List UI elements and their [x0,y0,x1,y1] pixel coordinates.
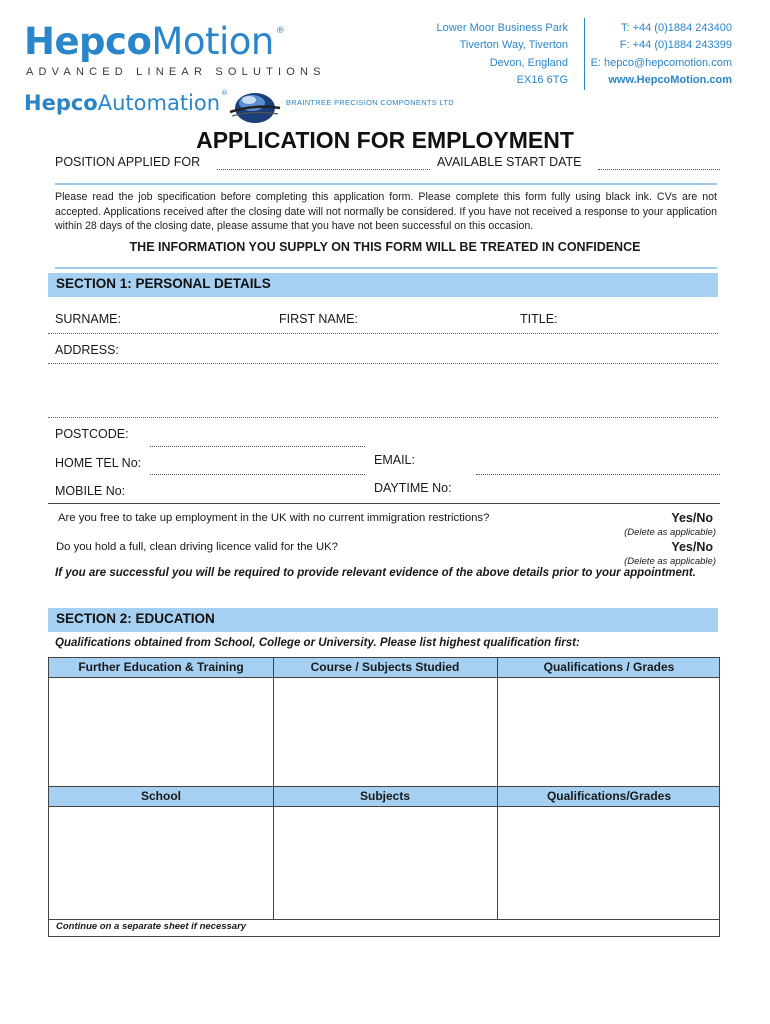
position-applied-label: POSITION APPLIED FOR [55,155,201,169]
position-applied-field[interactable] [217,169,430,170]
surname-row-rule[interactable] [48,333,718,334]
contact-phone: T: +44 (0)1884 243400 [620,22,732,34]
licence-yes-no[interactable]: Yes/No [671,540,713,554]
start-date-field[interactable] [598,169,720,170]
logo-brand-part1: Hepco [24,20,152,63]
logo-tagline: ADVANCED LINEAR SOLUTIONS [26,66,326,78]
title-rule [55,183,717,185]
email-label: EMAIL: [374,453,415,467]
email-field[interactable] [476,474,720,475]
address-line: Lower Moor Business Park [436,22,568,34]
home-tel-label: HOME TEL No: [55,456,142,470]
page-title: APPLICATION FOR EMPLOYMENT [196,127,574,153]
automation-registered-mark: ® [221,89,229,97]
col-header-school-qualifications: Qualifications/Grades [546,789,672,803]
licence-delete-note: (Delete as applicable) [624,556,716,567]
postcode-field[interactable] [150,446,365,447]
contact-email: E: hepco@hepcomotion.com [590,56,732,69]
immigration-question: Are you free to take up employment in the UK with no current immigration restrictions? [58,512,490,524]
school-body-bottom-rule [49,919,719,920]
address-line-1-rule[interactable] [48,363,718,364]
col-header-course-subjects: Course / Subjects Studied [310,660,460,674]
address-line-2-rule[interactable] [48,417,718,418]
immigration-yes-no[interactable]: Yes/No [671,511,713,525]
header-rule [49,677,719,678]
col-header-school: School [140,789,181,803]
address-label: ADDRESS: [55,343,119,357]
logo-brand-part2: Motion [151,20,274,63]
further-education-header-row [49,658,719,677]
start-date-label: AVAILABLE START DATE [437,155,582,169]
daytime-label: DAYTIME No: [374,481,452,495]
braintree-logo-text: BRAINTREE PRECISION COMPONENTS LTD [286,98,454,107]
postcode-label: POSTCODE: [55,427,129,441]
contact-fax: F: +44 (0)1884 243399 [619,39,732,52]
logo-registered-mark: ® [275,26,285,36]
address-line: Devon, England [489,56,568,69]
intro-paragraph: Please read the job specification before completing this application form. Please complete this form fully using black ink. CVs are not accepted. Applications received after the closing date will not normally be considered. If you have not received a response to your application within 28 days of the closing date, please assume that you have not been successful on this occasion. [55,191,717,232]
col-header-qualifications-grades: Qualifications / Grades [543,660,675,674]
automation-logo-part1: Hepco [24,91,98,115]
mobile-label: MOBILE No: [55,484,126,498]
company-contact [552,20,732,89]
licence-question: Do you hold a full, clean driving licence valid for the UK? [56,541,338,553]
contact-website[interactable]: www.HepcoMotion.com [608,73,732,86]
section-1-header: SECTION 1: PERSONAL DETAILS [48,273,718,297]
contact-bottom-rule [48,503,720,504]
immigration-delete-note: (Delete as applicable) [624,527,716,538]
column-divider [497,658,498,919]
column-divider [273,658,274,919]
school-header-bottom-rule [49,806,719,807]
address-line: Tiverton Way, Tiverton [459,39,568,52]
hepcoautomation-logo [24,91,228,115]
surname-label: SURNAME: [55,312,121,326]
confidence-rule [55,267,717,269]
hepcomotion-logo [24,20,284,63]
education-table [48,657,720,937]
home-tel-field[interactable] [150,474,365,475]
automation-logo-part2: Automation [97,91,221,115]
school-header-row [49,787,719,806]
confidence-notice: THE INFORMATION YOU SUPPLY ON THIS FORM WILL BE TREATED IN CONFIDENCE [129,240,641,254]
qualifications-note: Qualifications obtained from School, College or University. Please list highest qualification first: [55,637,580,649]
braintree-globe-logo-icon [226,86,284,126]
first-name-label: FIRST NAME: [279,312,358,326]
company-address [388,20,568,89]
section-2-header: SECTION 2: EDUCATION [48,608,718,632]
continue-note: Continue on a separate sheet if necessary [56,921,247,932]
title-label: TITLE: [520,312,558,326]
address-line: EX16 6TG [516,73,568,86]
col-header-further-education: Further Education & Training [78,660,244,674]
evidence-notice: If you are successful you will be required to provide relevant evidence of the above details prior to your appointment. [55,567,696,579]
col-header-subjects: Subjects [359,789,410,803]
